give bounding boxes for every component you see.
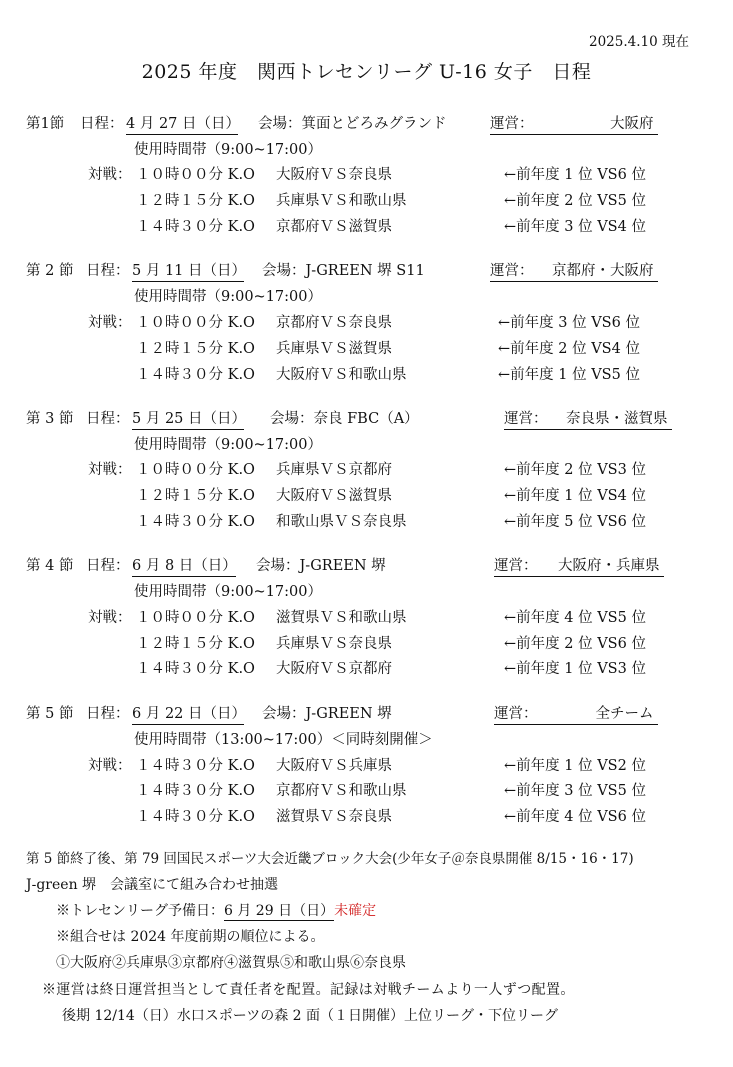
- match-teams: 兵庫県ＶＳ滋賀県: [276, 341, 392, 357]
- match-note: ←前年度 4 位 VS5 位: [504, 610, 646, 626]
- operator: 運営： 京都府・大阪府: [490, 264, 658, 282]
- note-line: ※組合せは 2024 年度前期の順位による。: [56, 929, 325, 945]
- date-label: 日程：: [86, 706, 130, 722]
- match-teams: 大阪府ＶＳ和歌山県: [276, 367, 407, 383]
- date-label: 日程：: [80, 116, 124, 132]
- round-date: 6 月 8 日（日）: [132, 559, 236, 577]
- match-teams: 兵庫県ＶＳ和歌山県: [276, 193, 407, 209]
- match-time: １２時１５分 K.O: [136, 488, 255, 504]
- match-note: ←前年度 2 位 VS3 位: [504, 462, 646, 478]
- match-time: １４時３０分 K.O: [136, 758, 255, 774]
- note-line: ①大阪府②兵庫県③京都府④滋賀県⑤和歌山県⑥奈良県: [56, 955, 406, 971]
- match-time: １４時３０分 K.O: [136, 367, 255, 383]
- operator: 運営： 全チーム: [494, 707, 658, 725]
- match-time: １２時１５分 K.O: [136, 636, 255, 652]
- match-time: １４時３０分 K.O: [136, 783, 255, 799]
- date-label: 日程：: [86, 558, 130, 574]
- match-note: ←前年度 1 位 VS6 位: [504, 167, 646, 183]
- venue: 会場：J-GREEN 堺 S11: [262, 263, 425, 279]
- note-line: 第 5 節終了後、第 79 回国民スポーツ大会近畿ブロック大会(少年女子＠奈良県開催 8/15・16・17): [26, 851, 634, 867]
- match-teams: 兵庫県ＶＳ奈良県: [276, 636, 392, 652]
- round-date: 5 月 11 日（日）: [132, 264, 244, 282]
- usage-hours: 使用時間帯（9:00~17:00）: [134, 437, 322, 453]
- match-teams: 滋賀県ＶＳ和歌山県: [276, 610, 407, 626]
- match-teams: 兵庫県ＶＳ京都府: [276, 462, 392, 478]
- round-label: 第 3 節: [26, 411, 74, 427]
- venue: 会場：J-GREEN 堺: [262, 706, 392, 722]
- match-time: １４時３０分 K.O: [136, 661, 255, 677]
- operator: 運営： 大阪府・兵庫県: [494, 559, 664, 577]
- match-note: ←前年度 1 位 VS4 位: [504, 488, 646, 504]
- match-note: ←前年度 5 位 VS6 位: [504, 514, 646, 530]
- usage-hours: 使用時間帯（13:00~17:00）＜同時刻開催＞: [134, 732, 433, 748]
- match-label: 対戦：: [88, 167, 132, 183]
- match-time: １０時００分 K.O: [136, 462, 255, 478]
- operator: 運営： 奈良県・滋賀県: [504, 412, 672, 430]
- reserve-date-note: ※トレセンリーグ予備日：6 月 29 日（日）未確定: [56, 903, 377, 919]
- venue: 会場：J-GREEN 堺: [256, 558, 386, 574]
- unconfirmed-label: 未確定: [334, 903, 377, 919]
- page-title: 2025 年度 関西トレセンリーグ U-16 女子 日程: [141, 61, 592, 83]
- usage-hours: 使用時間帯（9:00~17:00）: [134, 584, 322, 600]
- as-of-date: 2025.4.10 現在: [589, 34, 689, 50]
- round-date: 5 月 25 日（日）: [132, 412, 244, 430]
- match-time: １０時００分 K.O: [136, 167, 255, 183]
- match-time: １０時００分 K.O: [136, 315, 255, 331]
- match-label: 対戦：: [88, 610, 132, 626]
- match-time: １４時３０分 K.O: [136, 809, 255, 825]
- match-note: ←前年度 1 位 VS5 位: [498, 367, 640, 383]
- match-note: ←前年度 2 位 VS6 位: [504, 636, 646, 652]
- match-teams: 京都府ＶＳ和歌山県: [276, 783, 407, 799]
- match-teams: 大阪府ＶＳ兵庫県: [276, 758, 392, 774]
- match-note: ←前年度 1 位 VS2 位: [504, 758, 646, 774]
- match-teams: 大阪府ＶＳ滋賀県: [276, 488, 392, 504]
- round-date: 6 月 22 日（日）: [132, 707, 244, 725]
- match-note: ←前年度 2 位 VS4 位: [498, 341, 640, 357]
- note-line: 後期 12/14（日）水口スポーツの森 2 面（１日開催）上位リーグ・下位リーグ: [62, 1008, 559, 1024]
- venue: 会場：奈良 FBC（A）: [270, 411, 419, 427]
- date-label: 日程：: [86, 263, 130, 279]
- match-teams: 京都府ＶＳ滋賀県: [276, 219, 392, 235]
- match-note: ←前年度 4 位 VS6 位: [504, 809, 646, 825]
- round-date: 4 月 27 日（日）: [126, 117, 238, 135]
- match-note: ←前年度 3 位 VS4 位: [504, 219, 646, 235]
- match-note: ←前年度 2 位 VS5 位: [504, 193, 646, 209]
- venue: 会場：箕面とどろみグランド: [258, 116, 447, 132]
- usage-hours: 使用時間帯（9:00~17:00）: [134, 142, 322, 158]
- match-note: ←前年度 1 位 VS3 位: [504, 661, 646, 677]
- round-label: 第 4 節: [26, 558, 74, 574]
- match-time: １０時００分 K.O: [136, 610, 255, 626]
- match-teams: 京都府ＶＳ奈良県: [276, 315, 392, 331]
- match-time: １４時３０分 K.O: [136, 514, 255, 530]
- match-label: 対戦：: [88, 462, 132, 478]
- match-teams: 大阪府ＶＳ京都府: [276, 661, 392, 677]
- date-label: 日程：: [86, 411, 130, 427]
- match-note: ←前年度 3 位 VS6 位: [498, 315, 640, 331]
- note-line: ※運営は終日運営担当として責任者を配置。記録は対戦チームより一人ずつ配置。: [42, 982, 575, 998]
- round-label: 第 2 節: [26, 263, 74, 279]
- match-teams: 滋賀県ＶＳ奈良県: [276, 809, 392, 825]
- usage-hours: 使用時間帯（9:00~17:00）: [134, 289, 322, 305]
- match-teams: 和歌山県ＶＳ奈良県: [276, 514, 407, 530]
- round-label: 第 5 節: [26, 706, 74, 722]
- note-line: J-green 堺 会議室にて組み合わせ抽選: [26, 877, 279, 893]
- match-time: １２時１５分 K.O: [136, 341, 255, 357]
- match-time: １２時１５分 K.O: [136, 193, 255, 209]
- match-teams: 大阪府ＶＳ奈良県: [276, 167, 392, 183]
- match-label: 対戦：: [88, 758, 132, 774]
- round-label: 第1節: [26, 116, 65, 132]
- match-note: ←前年度 3 位 VS5 位: [504, 783, 646, 799]
- match-label: 対戦：: [88, 315, 132, 331]
- match-time: １４時３０分 K.O: [136, 219, 255, 235]
- operator: 運営： 大阪府: [490, 117, 658, 135]
